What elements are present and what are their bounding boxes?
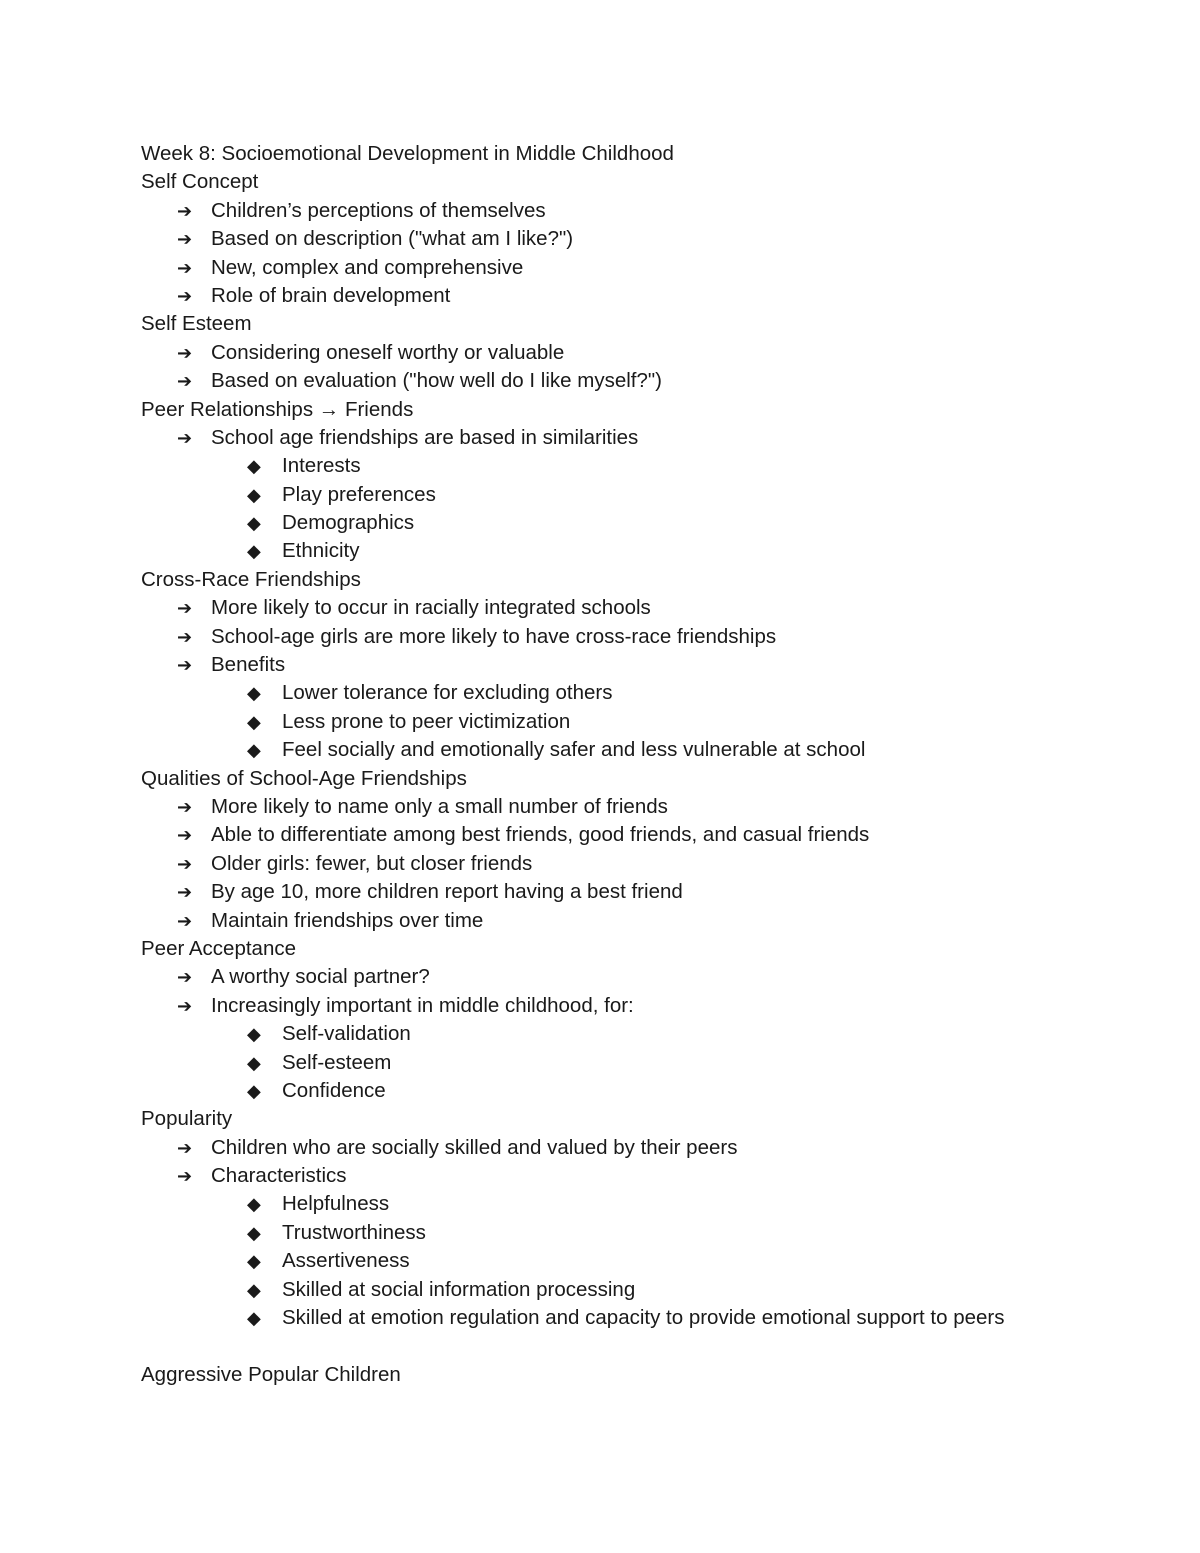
arrow-bullet-icon: ➔: [177, 200, 193, 221]
list-item: [141, 1134, 1141, 1162]
list-item: [141, 254, 1141, 282]
diamond-bullet-icon: ◆: [247, 711, 261, 732]
sub-list-item-text: Helpfulness: [282, 1192, 390, 1216]
diamond-bullet-icon: ◆: [247, 484, 261, 505]
arrow-bullet-icon: ➔: [177, 598, 193, 619]
list-item-text: Increasingly important in middle childhood, for:: [211, 993, 634, 1017]
sub-list-item-text: Ethnicity: [282, 539, 360, 563]
list-item: [141, 623, 1141, 651]
sub-list-item: [141, 1049, 1141, 1077]
list-item: [141, 1162, 1141, 1190]
document-page: [141, 140, 1141, 1389]
sub-list-item-text: Less prone to peer victimization: [282, 709, 571, 733]
sub-list-item: [141, 481, 1141, 509]
list-item-text: Role of brain development: [211, 283, 451, 307]
sub-list-item-text: Confidence: [282, 1078, 386, 1102]
sub-list-item-text: Assertiveness: [282, 1249, 410, 1273]
arrow-bullet-icon: ➔: [177, 853, 193, 874]
list-item-text: New, complex and comprehensive: [211, 255, 524, 279]
sub-list-item: [141, 1190, 1141, 1218]
arrow-bullet-icon: ➔: [177, 655, 193, 676]
section-heading: Cross-Race Friendships: [141, 567, 361, 591]
list-item: [141, 907, 1141, 935]
sub-list-item-text: Self-esteem: [282, 1050, 392, 1074]
list-item: [141, 594, 1141, 622]
section-heading: Self Esteem: [141, 312, 252, 336]
sub-list-item-text: Play preferences: [282, 482, 436, 506]
sub-list-item: [141, 1304, 1141, 1332]
list-item-text: School-age girls are more likely to have cross-race friendships: [211, 624, 777, 648]
list-item-text: School age friendships are based in similarities: [211, 425, 639, 449]
list-item: [141, 367, 1141, 395]
diamond-bullet-icon: ◆: [247, 1222, 261, 1243]
sub-list-item: [141, 452, 1141, 480]
arrow-bullet-icon: ➔: [177, 371, 193, 392]
list-item-text: More likely to name only a small number of friends: [211, 794, 668, 818]
sub-list-item: [141, 1247, 1141, 1275]
list-item: [141, 793, 1141, 821]
sub-list-item: [141, 1020, 1141, 1048]
section-heading: Popularity: [141, 1107, 233, 1131]
list-item-text: Able to differentiate among best friends, good friends, and casual friends: [211, 823, 870, 847]
arrow-bullet-icon: ➔: [177, 257, 193, 278]
diamond-bullet-icon: ◆: [247, 1308, 261, 1329]
sub-list-item: [141, 679, 1141, 707]
arrow-bullet-icon: ➔: [177, 967, 193, 988]
sub-list-item: [141, 736, 1141, 764]
sub-list-item: [141, 1219, 1141, 1247]
diamond-bullet-icon: ◆: [247, 541, 261, 562]
section-heading-aggressive-popular-children: Aggressive Popular Children: [141, 1362, 401, 1386]
diamond-bullet-icon: ◆: [247, 456, 261, 477]
sub-list-item-text: Trustworthiness: [282, 1220, 426, 1244]
arrow-bullet-icon: ➔: [177, 995, 193, 1016]
section-heading: Self Concept: [141, 170, 259, 194]
list-item: [141, 821, 1141, 849]
diamond-bullet-icon: ◆: [247, 1194, 261, 1215]
sub-list-item: [141, 537, 1141, 565]
sub-list-item: [141, 1077, 1141, 1105]
sub-list-item: [141, 509, 1141, 537]
list-item: [141, 282, 1141, 310]
list-item-text: Characteristics: [211, 1164, 347, 1188]
list-item: [141, 878, 1141, 906]
diamond-bullet-icon: ◆: [247, 1279, 261, 1300]
arrow-bullet-icon: ➔: [177, 825, 193, 846]
arrow-bullet-icon: ➔: [177, 427, 193, 448]
sub-list-item-text: Demographics: [282, 511, 415, 535]
document-body: [141, 168, 1141, 1332]
sub-list-item-text: Feel socially and emotionally safer and less vulnerable at school: [282, 738, 866, 762]
diamond-bullet-icon: ◆: [247, 1080, 261, 1101]
list-item: [141, 424, 1141, 452]
list-item: [141, 963, 1141, 991]
arrow-bullet-icon: ➔: [177, 229, 193, 250]
list-item-text: Older girls: fewer, but closer friends: [211, 851, 533, 875]
sub-list-item-text: Lower tolerance for excluding others: [282, 681, 613, 705]
list-item-text: Children who are socially skilled and valued by their peers: [211, 1135, 738, 1159]
list-item-text: More likely to occur in racially integrated schools: [211, 596, 651, 620]
arrow-bullet-icon: ➔: [177, 882, 193, 903]
arrow-bullet-icon: ➔: [177, 285, 193, 306]
list-item: [141, 850, 1141, 878]
list-item: [141, 992, 1141, 1020]
diamond-bullet-icon: ◆: [247, 740, 261, 761]
arrow-bullet-icon: ➔: [177, 1166, 193, 1187]
list-item-text: Considering oneself worthy or valuable: [211, 340, 565, 364]
list-item-text: By age 10, more children report having a best friend: [211, 880, 683, 904]
document-title: Week 8: Socioemotional Development in Middle Childhood: [141, 142, 674, 165]
sub-list-item-text: Self-validation: [282, 1022, 411, 1046]
diamond-bullet-icon: ◆: [247, 1024, 261, 1045]
list-item: [141, 197, 1141, 225]
list-item-text: Based on description ("what am I like?"): [211, 227, 574, 251]
list-item-text: A worthy social partner?: [211, 965, 430, 989]
list-item: [141, 339, 1141, 367]
arrow-bullet-icon: ➔: [177, 342, 193, 363]
list-item: [141, 651, 1141, 679]
sub-list-item: [141, 1276, 1141, 1304]
sub-list-item-text: Interests: [282, 454, 361, 478]
arrow-bullet-icon: ➔: [177, 1137, 193, 1158]
list-item-text: Benefits: [211, 653, 286, 677]
section-heading: Peer Relationships → Friends: [141, 397, 414, 421]
diamond-bullet-icon: ◆: [247, 1251, 261, 1272]
list-item-text: Based on evaluation ("how well do I like myself?"): [211, 369, 662, 393]
blank-line: [141, 1332, 1141, 1360]
sub-list-item-text: Skilled at social information processing: [282, 1277, 636, 1301]
arrow-bullet-icon: ➔: [177, 910, 193, 931]
list-item: [141, 225, 1141, 253]
arrow-bullet-icon: ➔: [177, 626, 193, 647]
section-heading: Peer Acceptance: [141, 936, 296, 960]
diamond-bullet-icon: ◆: [247, 683, 261, 704]
list-item-text: Maintain friendships over time: [211, 908, 484, 932]
arrow-bullet-icon: ➔: [177, 796, 193, 817]
diamond-bullet-icon: ◆: [247, 1052, 261, 1073]
sub-list-item-text: Skilled at emotion regulation and capacity to provide emotional support to peers: [282, 1306, 1005, 1330]
diamond-bullet-icon: ◆: [247, 513, 261, 534]
list-item-text: Children’s perceptions of themselves: [211, 198, 546, 222]
sub-list-item: [141, 708, 1141, 736]
section-heading: Qualities of School-Age Friendships: [141, 766, 467, 790]
